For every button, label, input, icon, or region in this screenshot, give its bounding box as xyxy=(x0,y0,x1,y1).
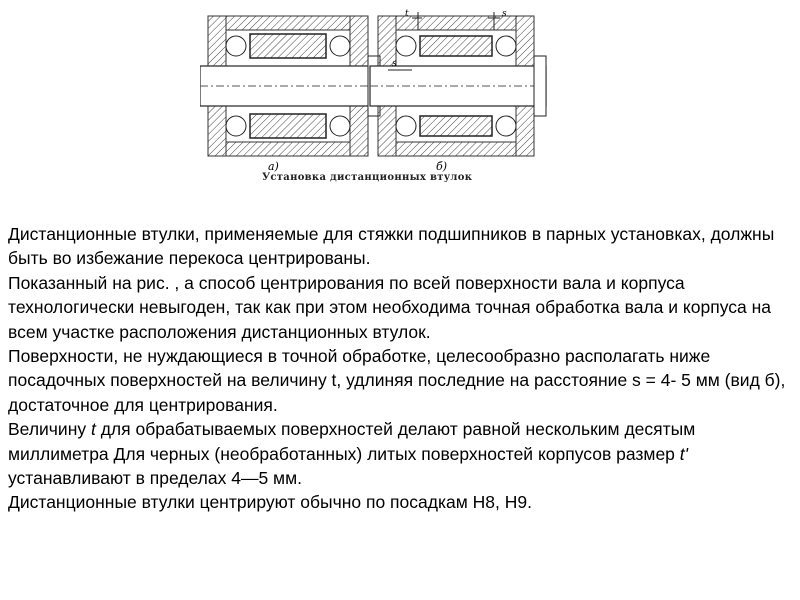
paragraph-4 xyxy=(8,417,796,490)
label-b: б) xyxy=(436,160,448,173)
variable-t: t xyxy=(90,419,96,440)
p4-end: устанавливают в пределах 4—5 мм. xyxy=(8,468,302,489)
label-a: а) xyxy=(268,160,279,173)
view-a xyxy=(200,16,380,173)
variable-t-prime: t' xyxy=(679,443,688,464)
dim-t: t xyxy=(405,9,409,19)
p4-post: для обрабатываемых поверхностей делают равной нескольким десятым миллиметра Для черных (необработанных) литых поверхностей корпусов размер xyxy=(8,419,696,464)
paragraph-3: Поверхности, не нуждающиеся в точной обработке, целесообразно располагать ниже посадочных поверхностей на величину t, удлиняя последние на расстояние s = 4- 5 мм (вид б), достаточное для центрирования. xyxy=(8,346,786,415)
dim-s-top: s xyxy=(502,9,507,19)
bearing-spacer-figure xyxy=(200,8,600,198)
paragraph-2: Показанный на рис. , а способ центрирования по всей поверхности вала и корпуса технологически невыгоден, так как при этом необходима точная обработка вала и корпуса на всем участке расположения дистанционных втулок. xyxy=(8,272,771,342)
view-b xyxy=(370,9,546,173)
paragraph-5: Дистанционные втулки центрируют обычно по посадкам Н8, Н9. xyxy=(8,492,532,513)
p4-pre: Величину xyxy=(8,419,91,440)
figure-caption: Установка дистанционных втулок xyxy=(262,172,473,183)
dim-s-left: s xyxy=(392,59,397,69)
bearing-drawing xyxy=(200,8,600,198)
body-text xyxy=(8,222,796,515)
paragraph-1: Дистанционные втулки, применяемые для стяжки подшипников в парных установках, должны быть во избежание перекоса центрированы. xyxy=(8,224,775,269)
